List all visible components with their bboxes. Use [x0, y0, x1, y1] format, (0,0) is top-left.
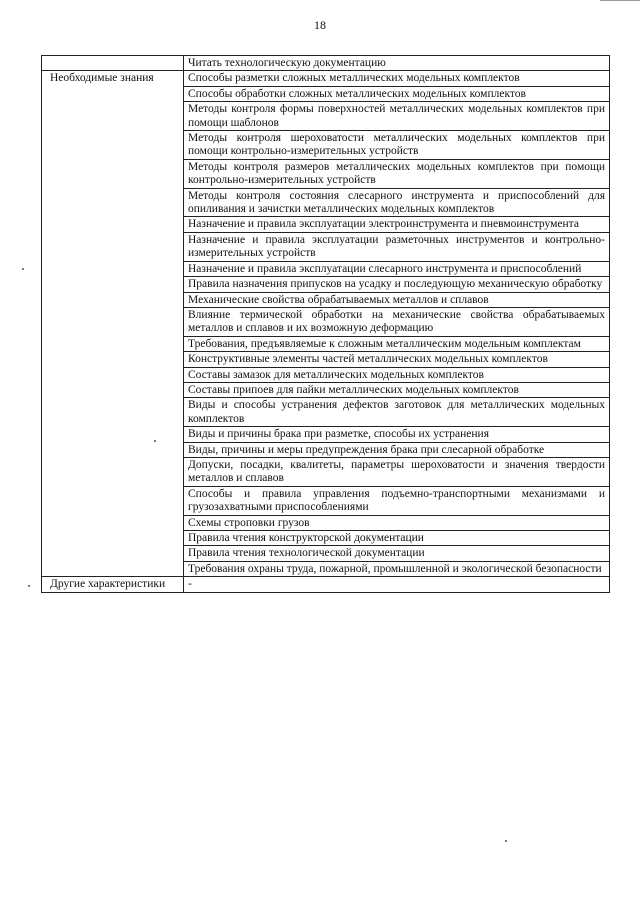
- knowledge-item: Составы замазок для металлических модельных комплектов: [184, 367, 610, 382]
- knowledge-item: Назначение и правила эксплуатации разметочных инструментов и контрольно-измерительных устройств: [184, 232, 610, 261]
- table-cell-empty-label: [42, 56, 184, 71]
- knowledge-item: Способы разметки сложных металлических модельных комплектов: [184, 71, 610, 86]
- knowledge-item: Механические свойства обрабатываемых металлов и сплавов: [184, 292, 610, 307]
- knowledge-item: Допуски, посадки, квалитеты, параметры шероховатости и значения твердости металлов и сплавов: [184, 457, 610, 486]
- other-characteristics-label: Другие характеристики: [42, 577, 184, 592]
- knowledge-item: Конструктивные элементы частей металлических модельных комплектов: [184, 352, 610, 367]
- other-characteristics-value: -: [184, 577, 610, 592]
- knowledge-item: Правила чтения конструкторской документации: [184, 531, 610, 546]
- knowledge-item: Назначение и правила эксплуатации слесарного инструмента и приспособлений: [184, 261, 610, 276]
- scan-speck: [505, 840, 507, 842]
- table-row: [42, 71, 610, 86]
- knowledge-item: Способы обработки сложных металлических модельных комплектов: [184, 86, 610, 101]
- knowledge-item: Требования охраны труда, пожарной, промышленной и экологической безопасности: [184, 561, 610, 576]
- knowledge-item: Методы контроля состояния слесарного инструмента и приспособлений для опиливания и зачистки металлических модельных комплектов: [184, 188, 610, 217]
- knowledge-item: Назначение и правила эксплуатации электроинструмента и пневмоинструмента: [184, 217, 610, 232]
- knowledge-item: Составы припоев для пайки металлических модельных комплектов: [184, 382, 610, 397]
- scan-speck: [154, 440, 156, 442]
- knowledge-item: Влияние термической обработки на механические свойства обрабатываемых металлов и сплавов и их возможную деформацию: [184, 307, 610, 336]
- knowledge-item: Схемы строповки грузов: [184, 515, 610, 530]
- knowledge-item: Правила назначения припусков на усадку и последующую механическую обработку: [184, 277, 610, 292]
- knowledge-item: Правила чтения технологической документации: [184, 546, 610, 561]
- knowledge-item: Методы контроля шероховатости металлических модельных комплектов при помощи контрольно-измерительных устройств: [184, 131, 610, 160]
- knowledge-item: Виды и причины брака при разметке, способы их устранения: [184, 427, 610, 442]
- knowledge-item: Виды, причины и меры предупреждения брака при слесарной обработке: [184, 442, 610, 457]
- knowledge-label: Необходимые знания: [42, 71, 184, 577]
- scan-speck: [28, 585, 30, 587]
- competency-table: [41, 55, 610, 593]
- knowledge-item: Методы контроля размеров металлических модельных комплектов при помощи контрольно-измерительных устройств: [184, 159, 610, 188]
- scan-speck: [22, 268, 24, 270]
- scan-edge-line: [600, 0, 640, 1]
- page-number: 18: [314, 18, 326, 32]
- knowledge-item: Требования, предъявляемые к сложным металлическим модельным комплектам: [184, 336, 610, 351]
- knowledge-item: Способы и правила управления подъемно-транспортными механизмами и грузозахватными приспособлениями: [184, 486, 610, 515]
- knowledge-item: Методы контроля формы поверхностей металлических модельных комплектов при помощи шаблонов: [184, 102, 610, 131]
- table-cell-content: Читать технологическую документацию: [184, 56, 610, 71]
- knowledge-item: Виды и способы устранения дефектов заготовок для металлических модельных комплектов: [184, 398, 610, 427]
- table-row: [42, 56, 610, 71]
- competency-table-body: [42, 56, 610, 593]
- table-row: [42, 577, 610, 592]
